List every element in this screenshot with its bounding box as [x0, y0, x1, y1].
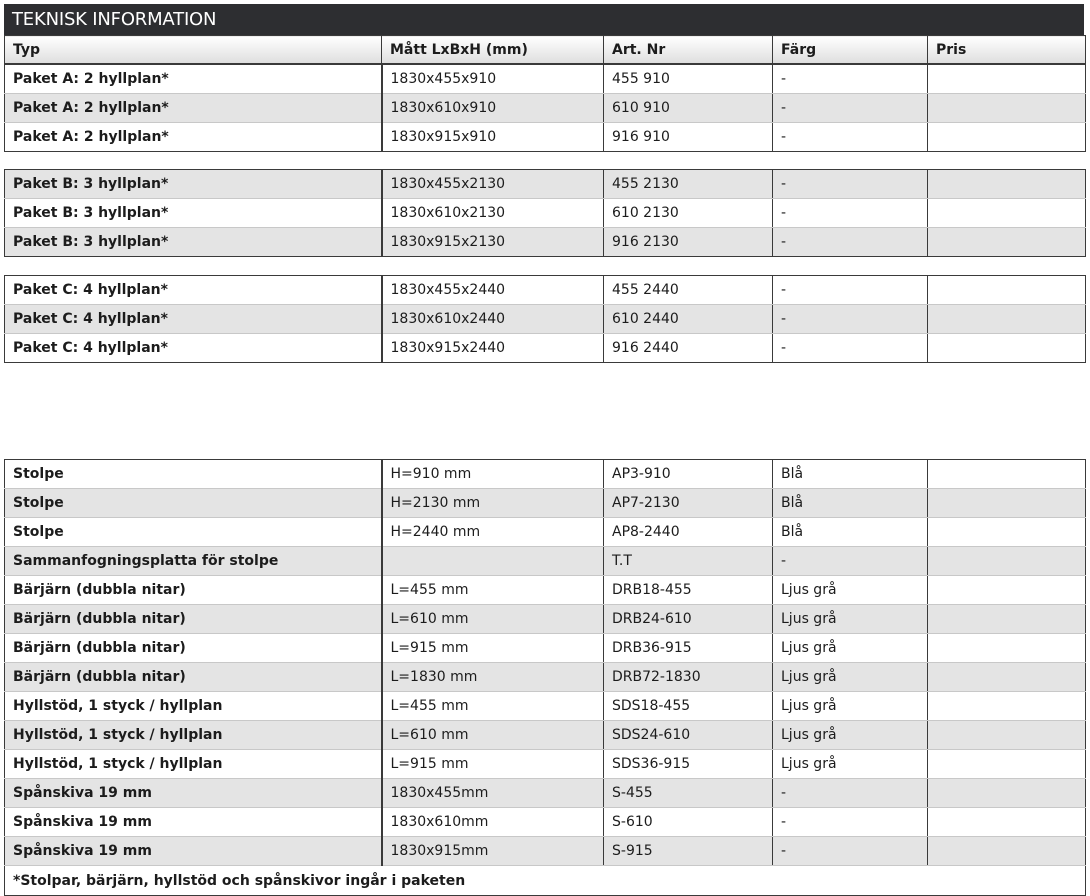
cell-farg: - [773, 123, 928, 152]
cell-art-nr: SDS36-915 [604, 750, 773, 779]
table-row [5, 808, 1086, 837]
cell-typ: Paket C: 4 hyllplan* [5, 305, 382, 334]
cell-pris [928, 170, 1086, 199]
parts-table [4, 459, 1086, 896]
cell-pris [928, 199, 1086, 228]
cell-typ: Stolpe [5, 489, 382, 518]
cell-pris [928, 721, 1086, 750]
table-row [5, 460, 1086, 489]
cell-pris [928, 305, 1086, 334]
table-row [5, 576, 1086, 605]
cell-farg: Blå [773, 518, 928, 547]
cell-art-nr: 610 2440 [604, 305, 773, 334]
cell-typ: Stolpe [5, 518, 382, 547]
cell-art-nr: DRB72-1830 [604, 663, 773, 692]
cell-art-nr: T.T [604, 547, 773, 576]
footnote: *Stolpar, bärjärn, hyllstöd och spånskivor ingår i paketen [5, 866, 1086, 896]
cell-farg: Ljus grå [773, 721, 928, 750]
cell-farg: Ljus grå [773, 605, 928, 634]
table-row [5, 489, 1086, 518]
cell-matt: L=915 mm [382, 634, 604, 663]
cell-matt: L=915 mm [382, 750, 604, 779]
cell-matt: 1830x915mm [382, 837, 604, 866]
header-matt: Mått LxBxH (mm) [382, 36, 604, 65]
package-table-b [4, 169, 1086, 257]
cell-typ: Stolpe [5, 460, 382, 489]
cell-farg: - [773, 837, 928, 866]
cell-farg: Ljus grå [773, 692, 928, 721]
cell-matt: L=455 mm [382, 576, 604, 605]
cell-matt: 1830x610x910 [382, 94, 604, 123]
cell-farg: - [773, 199, 928, 228]
cell-farg: - [773, 779, 928, 808]
table-row [5, 64, 1086, 94]
table-row [5, 170, 1086, 199]
cell-pris [928, 750, 1086, 779]
cell-matt: 1830x915x910 [382, 123, 604, 152]
cell-art-nr: S-610 [604, 808, 773, 837]
cell-pris [928, 779, 1086, 808]
cell-farg: Ljus grå [773, 750, 928, 779]
cell-typ: Paket B: 3 hyllplan* [5, 228, 382, 257]
cell-typ: Bärjärn (dubbla nitar) [5, 634, 382, 663]
cell-pris [928, 663, 1086, 692]
cell-art-nr: DRB24-610 [604, 605, 773, 634]
cell-farg: Ljus grå [773, 576, 928, 605]
cell-art-nr: DRB36-915 [604, 634, 773, 663]
page-title: TEKNISK INFORMATION [12, 9, 217, 30]
cell-art-nr: AP7-2130 [604, 489, 773, 518]
cell-typ: Paket A: 2 hyllplan* [5, 123, 382, 152]
cell-farg: Ljus grå [773, 663, 928, 692]
table-row [5, 305, 1086, 334]
cell-pris [928, 123, 1086, 152]
header-farg: Färg [773, 36, 928, 65]
cell-pris [928, 634, 1086, 663]
header-pris: Pris [928, 36, 1086, 65]
cell-farg: - [773, 276, 928, 305]
cell-matt: L=610 mm [382, 721, 604, 750]
table-row [5, 199, 1086, 228]
cell-matt: L=610 mm [382, 605, 604, 634]
cell-matt: 1830x610x2440 [382, 305, 604, 334]
cell-matt: H=2440 mm [382, 518, 604, 547]
cell-matt: H=2130 mm [382, 489, 604, 518]
cell-farg: - [773, 64, 928, 94]
cell-typ: Bärjärn (dubbla nitar) [5, 663, 382, 692]
cell-typ: Paket C: 4 hyllplan* [5, 276, 382, 305]
cell-art-nr: 916 910 [604, 123, 773, 152]
cell-pris [928, 547, 1086, 576]
cell-art-nr: SDS18-455 [604, 692, 773, 721]
cell-typ: Spånskiva 19 mm [5, 808, 382, 837]
table-row [5, 692, 1086, 721]
package-table-a [4, 35, 1086, 152]
cell-matt [382, 547, 604, 576]
table-row [5, 276, 1086, 305]
cell-farg: - [773, 94, 928, 123]
table-row [5, 334, 1086, 363]
cell-pris [928, 837, 1086, 866]
cell-farg: Ljus grå [773, 634, 928, 663]
cell-matt: L=1830 mm [382, 663, 604, 692]
cell-farg: - [773, 808, 928, 837]
cell-pris [928, 94, 1086, 123]
cell-farg: - [773, 228, 928, 257]
table-row [5, 123, 1086, 152]
header-art-nr: Art. Nr [604, 36, 773, 65]
cell-typ: Bärjärn (dubbla nitar) [5, 605, 382, 634]
cell-matt: 1830x610x2130 [382, 199, 604, 228]
cell-pris [928, 576, 1086, 605]
cell-farg: Blå [773, 460, 928, 489]
cell-typ: Spånskiva 19 mm [5, 837, 382, 866]
cell-pris [928, 808, 1086, 837]
cell-art-nr: AP8-2440 [604, 518, 773, 547]
cell-typ: Bärjärn (dubbla nitar) [5, 576, 382, 605]
package-table-c [4, 275, 1086, 363]
cell-pris [928, 276, 1086, 305]
cell-art-nr: S-455 [604, 779, 773, 808]
cell-pris [928, 489, 1086, 518]
cell-matt: L=455 mm [382, 692, 604, 721]
table-row [5, 837, 1086, 866]
table-row [5, 228, 1086, 257]
title-bar [4, 4, 1084, 35]
cell-matt: 1830x915x2440 [382, 334, 604, 363]
table-header-row [5, 36, 1086, 65]
cell-farg: - [773, 547, 928, 576]
cell-art-nr: SDS24-610 [604, 721, 773, 750]
cell-pris [928, 64, 1086, 94]
cell-art-nr: 916 2130 [604, 228, 773, 257]
cell-pris [928, 605, 1086, 634]
cell-art-nr: 455 2130 [604, 170, 773, 199]
cell-matt: 1830x915x2130 [382, 228, 604, 257]
table-row [5, 779, 1086, 808]
table-row [5, 634, 1086, 663]
cell-typ: Paket A: 2 hyllplan* [5, 94, 382, 123]
cell-matt: H=910 mm [382, 460, 604, 489]
cell-typ: Hyllstöd, 1 styck / hyllplan [5, 750, 382, 779]
table-row [5, 94, 1086, 123]
table-row [5, 721, 1086, 750]
cell-typ: Paket B: 3 hyllplan* [5, 199, 382, 228]
cell-art-nr: 610 2130 [604, 199, 773, 228]
cell-pris [928, 692, 1086, 721]
cell-typ: Sammanfogningsplatta för stolpe [5, 547, 382, 576]
cell-matt: 1830x455x2440 [382, 276, 604, 305]
cell-typ: Paket C: 4 hyllplan* [5, 334, 382, 363]
cell-farg: - [773, 334, 928, 363]
table-row [5, 518, 1086, 547]
cell-matt: 1830x455x2130 [382, 170, 604, 199]
cell-art-nr: 455 2440 [604, 276, 773, 305]
cell-pris [928, 460, 1086, 489]
cell-typ: Hyllstöd, 1 styck / hyllplan [5, 721, 382, 750]
cell-art-nr: S-915 [604, 837, 773, 866]
cell-pris [928, 228, 1086, 257]
cell-typ: Spånskiva 19 mm [5, 779, 382, 808]
table-row [5, 663, 1086, 692]
table-row [5, 750, 1086, 779]
cell-matt: 1830x455mm [382, 779, 604, 808]
cell-typ: Paket A: 2 hyllplan* [5, 64, 382, 94]
cell-art-nr: 455 910 [604, 64, 773, 94]
cell-typ: Hyllstöd, 1 styck / hyllplan [5, 692, 382, 721]
cell-farg: Blå [773, 489, 928, 518]
cell-art-nr: DRB18-455 [604, 576, 773, 605]
cell-pris [928, 334, 1086, 363]
cell-art-nr: 916 2440 [604, 334, 773, 363]
cell-matt: 1830x455x910 [382, 64, 604, 94]
cell-art-nr: 610 910 [604, 94, 773, 123]
cell-farg: - [773, 305, 928, 334]
cell-typ: Paket B: 3 hyllplan* [5, 170, 382, 199]
cell-pris [928, 518, 1086, 547]
footnote-row [5, 866, 1086, 896]
table-row [5, 547, 1086, 576]
header-typ: Typ [5, 36, 382, 65]
table-row [5, 605, 1086, 634]
cell-farg: - [773, 170, 928, 199]
cell-art-nr: AP3-910 [604, 460, 773, 489]
cell-matt: 1830x610mm [382, 808, 604, 837]
